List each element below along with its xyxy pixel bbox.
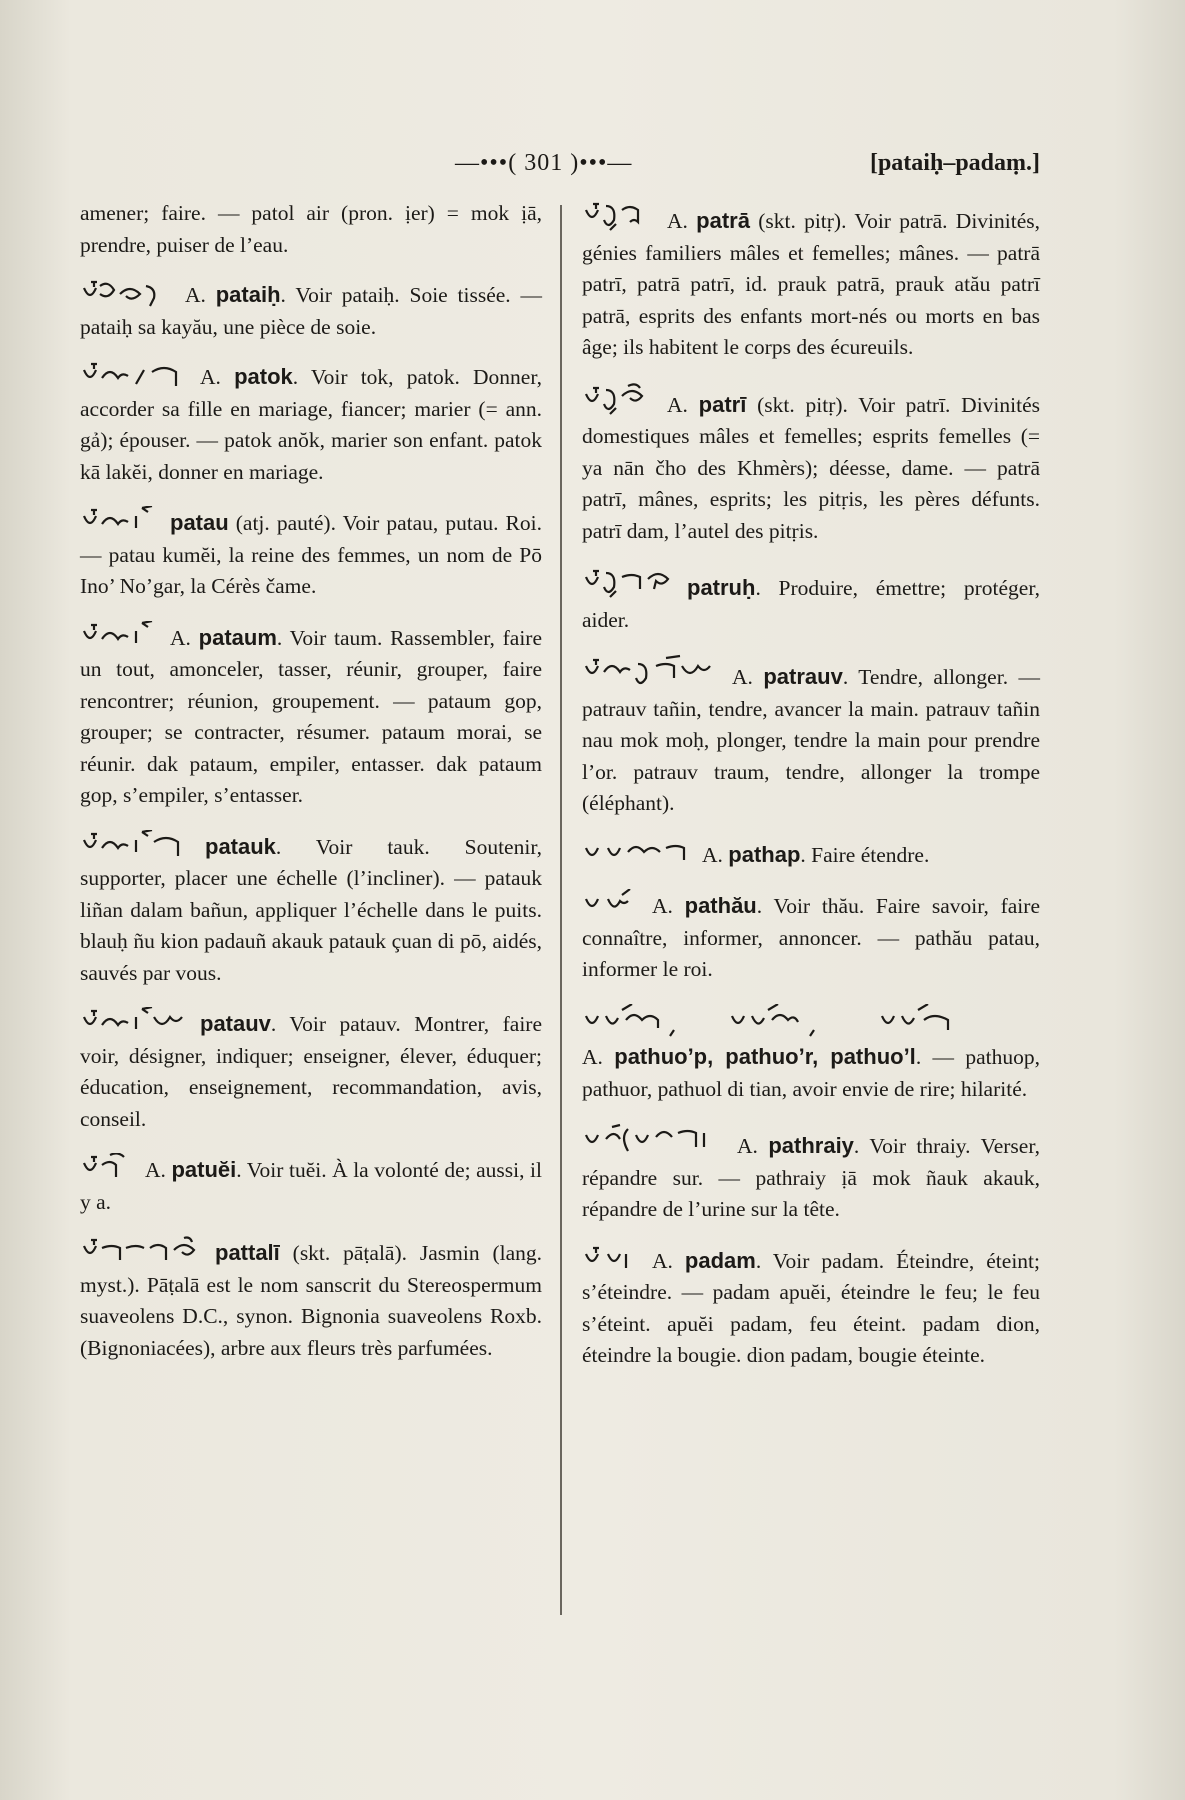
dictionary-entry: A. patrauv. Tendre, allonger. — patrauv tañin, tendre, avancer la main. patrauv tañin nau mok moḥ, plonger, tendre la main pour prendre l’or. patrauv traum, tendre, allonger la trompe (éléphant). xyxy=(582,654,1040,820)
cham-script-glyph xyxy=(80,830,195,860)
dictionary-entry: A. patok. Voir tok, patok. Donner, accorder sa fille en mariage, fiancer; marier (= ann. gả); épouser. — patok anŏk, marier son enfant. patok kā lakĕi, donner en mariage. xyxy=(80,364,542,484)
entry-definition: . Voir tok, patok. Donner, accorder sa fille en mariage, fiancer; marier (= ann. gả); épouser. — patok anŏk, marier son enfant. patok kā lakĕi, donner en mariage. xyxy=(80,365,542,484)
entry-definition: . Voir padam. Éteindre, éteint; s’éteindre. — padam apuĕi, éteindre le feu; le feu s’éteint. apuĕi padam, feu éteint. padam dion, éteindre la bougie. dion padam, bougie éteinte. xyxy=(582,1248,1040,1367)
cham-script-glyph xyxy=(582,565,677,601)
column-divider xyxy=(560,205,562,1615)
dictionary-entry: A. pathraiy. Voir thraiy. Verser, répandre sur. — pathraiy ịā mok ñauk akauk, répandre de l’urine sur la tête. xyxy=(582,1123,1040,1226)
dictionary-entry: A. padam. Voir padam. Éteindre, éteint; s’éteindre. — padam apuĕi, éteindre le feu; le feu s’éteint. apuĕi padam, feu éteint. padam dion, éteindre la bougie. dion padam, bougie éteinte. xyxy=(582,1244,1040,1372)
dictionary-entry xyxy=(80,830,542,990)
entry-definition: . Voir tauk. Soutenir, supporter, placer une échelle (l’incliner). — patauk liñan dalam bañun, appliquer l’échelle dans le puits. blauḥ ñu kion padauñ akauk patauk çuan di pō, aidés, sauvés par vous. xyxy=(80,834,542,985)
page-number: —•••( 301 )•••— xyxy=(455,150,633,176)
dictionary-entry: A. pathău. Voir thău. Faire savoir, faire connaître, informer, annoncer. — pathău patau, informer le roi. xyxy=(582,889,1040,986)
entry-definition: . Voir tuĕi. À la volonté de; aussi, il y a. xyxy=(80,1158,542,1214)
cham-script-glyph xyxy=(80,280,175,308)
dictionary-entry xyxy=(80,506,542,603)
running-head: [pataiḥ–padaṃ.] xyxy=(869,150,1040,176)
dictionary-entry: A. pathap. Faire étendre. xyxy=(582,838,1040,872)
entry-definition: (atj. pauté). Voir patau, putau. Roi. — patau kumĕi, la reine des femmes, un nom de Pō Ino’ No’gar, la Cérès čame. xyxy=(80,511,542,598)
headword: padam xyxy=(684,1247,756,1273)
cham-script-glyph xyxy=(80,1236,205,1266)
headword: patauv xyxy=(200,1011,271,1036)
entry-definition: . Voir thău. Faire savoir, faire connaître, informer, annoncer. — pathău patau, informer le roi. xyxy=(582,894,1040,981)
cham-script-glyph xyxy=(582,382,657,418)
right-column xyxy=(582,198,1040,1390)
cham-script-glyph xyxy=(80,1153,135,1183)
cham-script-glyph xyxy=(582,1123,727,1159)
left-column xyxy=(80,198,542,1382)
headword: patok xyxy=(234,364,293,389)
headword: patrauv xyxy=(763,664,843,689)
headword: pathuo’p, pathuo’r, pathuo’l xyxy=(614,1044,916,1069)
cham-script-glyph xyxy=(80,506,160,536)
dictionary-entry xyxy=(582,565,1040,636)
headword: patauk xyxy=(205,833,276,859)
cham-script-glyph xyxy=(582,198,657,234)
cham-script-glyph xyxy=(582,1004,1002,1038)
dictionary-entry: A. pataum. Voir taum. Rassembler, faire un tout, amonceler, tasser, réunir, grouper, faire rencontrer; réunion, groupement. — pataum gop, grouper; se contracter, résumer. pataum morai, se réunir. dak pataum, empiler, entasser. dak pataum gop, s’empiler, s’entasser. xyxy=(80,621,542,812)
page-header xyxy=(0,150,1185,190)
dictionary-entry: A. pathuo’p, pathuo’r, pathuo’l. — pathuop, pathuor, pathuol di tian, avoir envie de rire; hilarité. xyxy=(582,1004,1040,1106)
headword: patruḥ xyxy=(687,575,756,600)
entry-definition: . Faire étendre. xyxy=(800,842,930,867)
entry-text: amener; faire. — patol air (pron. ịer) = mok ịā, prendre, puiser de l’eau. xyxy=(80,201,542,257)
cham-script-glyph xyxy=(582,1244,642,1274)
dictionary-entry: A. patrī (skt. pitṛ). Voir patrī. Divinités domestiques mâles et femelles; esprits femelles (= ya nān čho des Khmèrs); déesse, dame. — patrā patrī, mânes, esprits; les pitṛis, les pères défunts. patrī dam, l’autel des pitṛis. xyxy=(582,382,1040,548)
cham-script-glyph xyxy=(582,889,642,919)
cham-script-glyph xyxy=(80,362,190,390)
headword: patrī xyxy=(698,391,747,417)
headword: pathap xyxy=(728,841,801,867)
headword: pataum xyxy=(198,624,277,650)
headword: patrā xyxy=(696,208,750,233)
entry-definition: . Voir thraiy. Verser, répandre sur. — pathraiy ịā mok ñauk akauk, répandre de l’urine sur la tête. xyxy=(582,1134,1040,1221)
cham-script-glyph xyxy=(582,654,722,690)
cham-script-glyph xyxy=(80,621,160,651)
headword: patuĕi xyxy=(171,1157,237,1182)
entry-definition: . Voir pataiḥ. Soie tissée. — pataiḥ sa kayău, une pièce de soie. xyxy=(80,283,542,339)
entry-definition: . — pathuop, pathuor, pathuol di tian, avoir envie de rire; hilarité. xyxy=(582,1045,1040,1101)
headword: pataiḥ xyxy=(215,282,281,307)
headword: patau xyxy=(170,510,229,535)
entry-definition: . Tendre, allonger. — patrauv tañin, tendre, avancer la main. patrauv tañin nau mok moḥ, plonger, tendre la main pour prendre l’or. patrauv traum, tendre, allonger la trompe (éléphant). xyxy=(582,665,1040,815)
dictionary-entry: A. patuĕi. Voir tuĕi. À la volonté de; aussi, il y a. xyxy=(80,1153,542,1218)
entry-definition: (skt. pāṭalā). Jasmin (lang. myst.). Pāṭalā est le nom sanscrit du Stereospermum suaveolens D.C., synon. Bignonia suaveolens Roxb. (Bignoniacées), arbre aux fleurs très parfumées. xyxy=(80,1241,542,1360)
entry-definition: (skt. pitṛ). Voir patrī. Divinités domestiques mâles et femelles; esprits femelles (= ya nān čho des Khmèrs); déesse, dame. — patrā patrī, mânes, esprits; les pitṛis, les pères défunts. patrī dam, l’autel des pitṛis. xyxy=(582,392,1041,543)
dictionary-entry: A. patrā (skt. pitṛ). Voir patrā. Divinités, génies familiers mâles et femelles; mânes. — patrā patrī, patrā patrī, id. prauk patrā, prauk atău patrī patrā, esprits des enfants mort-nés ou morts en bas âge; ils habitent le corps des écureuils. xyxy=(582,198,1040,364)
entry-definition: (skt. pitṛ). Voir patrā. Divinités, génies familiers mâles et femelles; mânes. — patrā patrī, patrā patrī, id. prauk patrā, prauk atău patrī patrā, esprits des enfants mort-nés ou morts en bas âge; ils habitent le corps des écureuils. xyxy=(582,209,1040,359)
dictionary-entry xyxy=(80,1236,542,1364)
entry-definition: . Voir patauv. Montrer, faire voir, désigner, indiquer; enseigner, élever, éduquer; éducation, enseignement, recommandation, avis, conseil. xyxy=(80,1012,542,1131)
headword: pathraiy xyxy=(768,1133,854,1158)
dictionary-entry xyxy=(80,1007,542,1135)
dictionary-entry: A. pataiḥ. Voir pataiḥ. Soie tissée. — pataiḥ sa kayău, une pièce de soie. xyxy=(80,282,542,339)
dictionary-entry xyxy=(80,198,542,261)
cham-script-glyph xyxy=(582,838,692,868)
headword: pattalī xyxy=(215,1240,280,1265)
cham-script-glyph xyxy=(80,1007,190,1037)
entry-definition: . Produire, émettre; protéger, aider. xyxy=(582,576,1040,632)
headword: pathău xyxy=(684,893,757,918)
entry-definition: . Voir taum. Rassembler, faire un tout, amonceler, tasser, réunir, grouper, faire rencontrer; réunion, groupement. — pataum gop, grouper; se contracter, résumer. pataum morai, se réunir. dak pataum, empiler, entasser. dak pataum gop, s’empiler, s’entasser. xyxy=(80,625,542,807)
